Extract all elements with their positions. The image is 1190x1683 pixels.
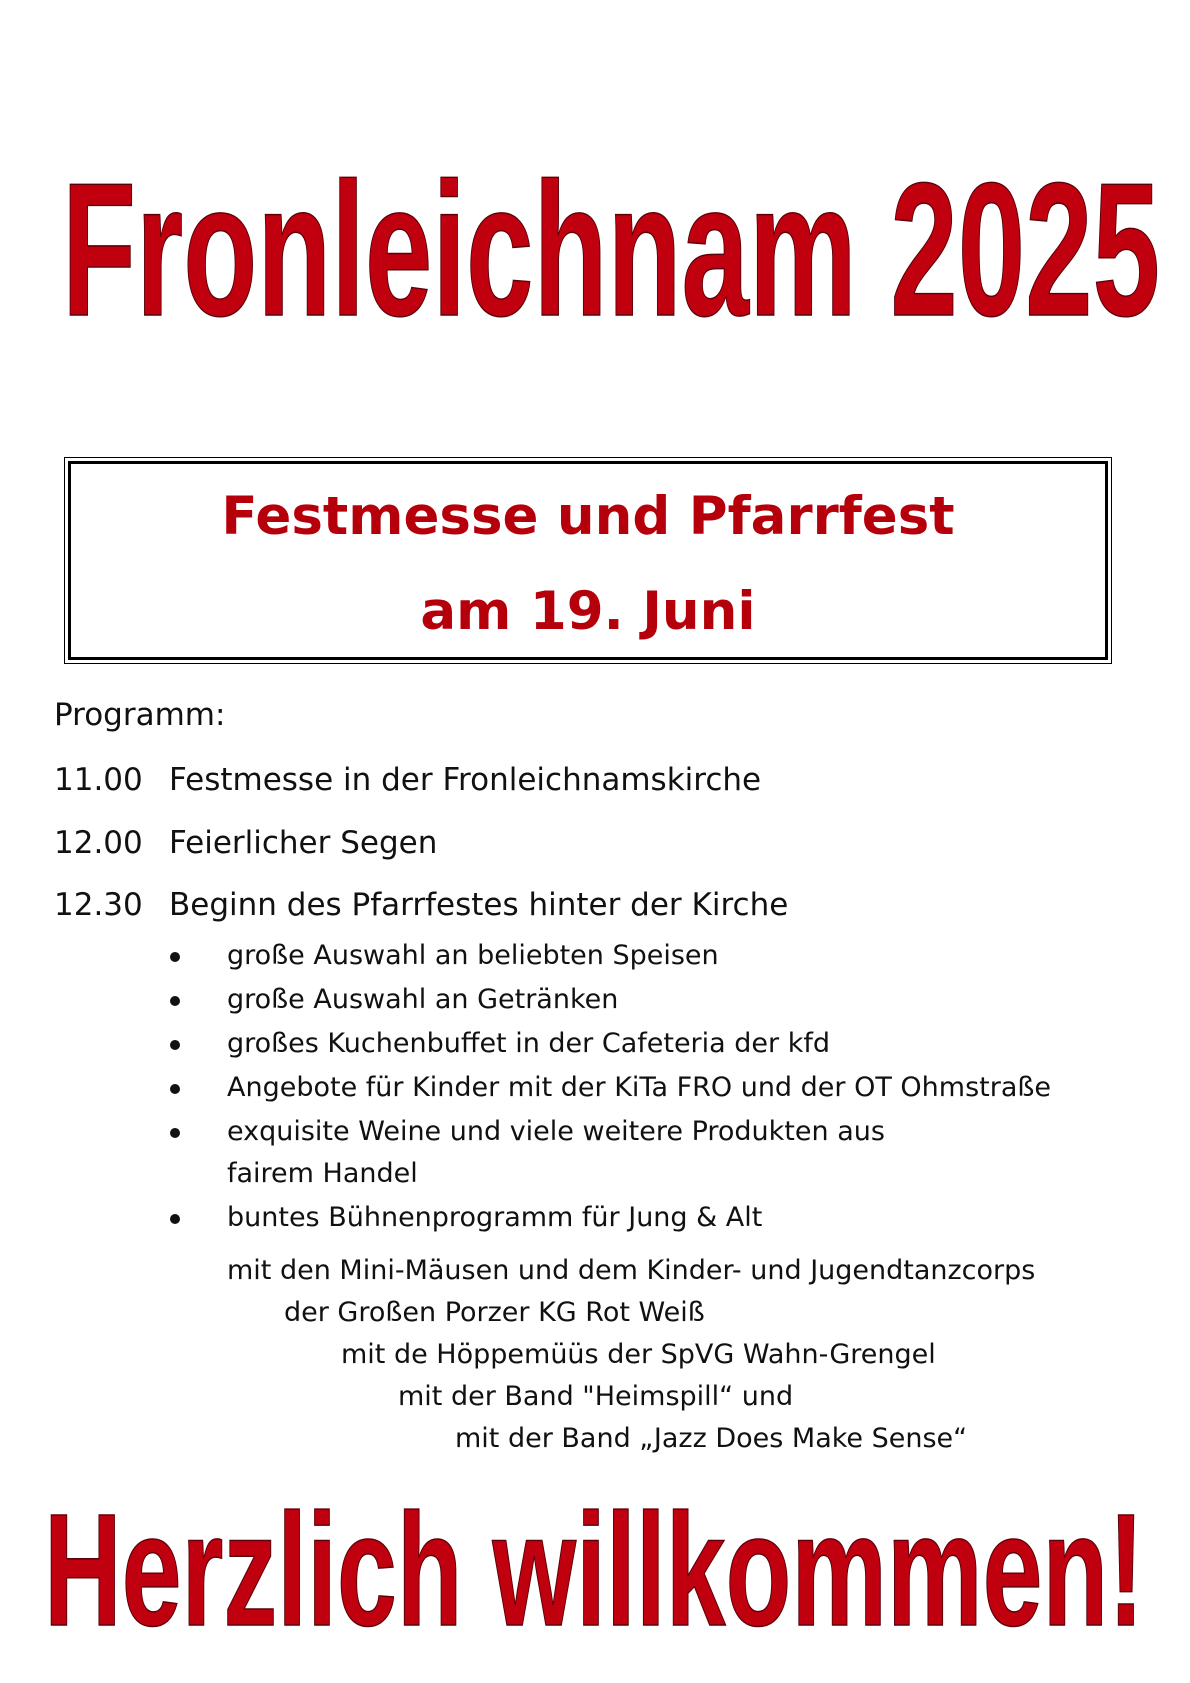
- closing-text: Herzlich willkommen!: [44, 1480, 1144, 1655]
- bullet-dot-icon: [170, 1084, 180, 1094]
- schedule-time: 11.00: [54, 762, 143, 798]
- bullet-dot-icon: [170, 1040, 180, 1050]
- bullet-text: große Auswahl an Getränken: [227, 984, 619, 1015]
- schedule-time: 12.00: [54, 825, 143, 861]
- bullet-item: [170, 1118, 1051, 1187]
- bullet-dot-icon: [170, 1128, 180, 1138]
- schedule-text: Beginn des Pfarrfestes hinter der Kirche: [169, 887, 789, 923]
- page-title: Fronleichnam 2025: [62, 144, 1160, 356]
- bullet-item: [170, 1204, 1051, 1231]
- bullet-item: [170, 1074, 1051, 1101]
- schedule-text: Festmesse in der Fronleichnamskirche: [169, 762, 762, 798]
- schedule-text: Feierlicher Segen: [169, 825, 438, 861]
- bullet-item: [170, 986, 1051, 1013]
- bullet-text: exquisite Weine und viele weitere Produkten aus: [227, 1116, 885, 1147]
- stage-line: mit der Band „Jazz Does Make Sense“: [455, 1423, 968, 1454]
- program-label: Programm:: [54, 697, 226, 733]
- bullet-list: [170, 942, 1051, 1248]
- bullet-dot-icon: [170, 1214, 180, 1224]
- bullet-text: buntes Bühnenprogramm für Jung & Alt: [227, 1202, 763, 1233]
- closing-wordart: [0, 1475, 1190, 1655]
- bullet-continuation: fairem Handel: [227, 1158, 418, 1189]
- stage-line: mit de Höppemüüs der SpVG Wahn-Grengel: [341, 1339, 936, 1370]
- bullet-text: Angebote für Kinder mit der KiTa FRO und der OT Ohmstraße: [227, 1072, 1052, 1103]
- title-wordart: [0, 70, 1190, 390]
- stage-line: mit den Mini-Mäusen und dem Kinder- und Jugendtanzcorps: [227, 1255, 1036, 1286]
- stage-line: mit der Band "Heimspill“ und: [398, 1381, 794, 1412]
- headline-box: [68, 461, 1108, 660]
- stage-line: der Großen Porzer KG Rot Weiß: [284, 1297, 705, 1328]
- bullet-dot-icon: [170, 996, 180, 1006]
- headline-line-2: am 19. Juni: [420, 581, 756, 642]
- bullet-item: [170, 1030, 1051, 1057]
- headline-line-1: Festmesse und Pfarrfest: [221, 486, 955, 547]
- bullet-item: [170, 942, 1051, 969]
- bullet-text: große Auswahl an beliebten Speisen: [227, 940, 719, 971]
- bullet-dot-icon: [170, 952, 180, 962]
- schedule-time: 12.30: [54, 887, 143, 923]
- bullet-text: großes Kuchenbuffet in der Cafeteria der kfd: [227, 1028, 831, 1059]
